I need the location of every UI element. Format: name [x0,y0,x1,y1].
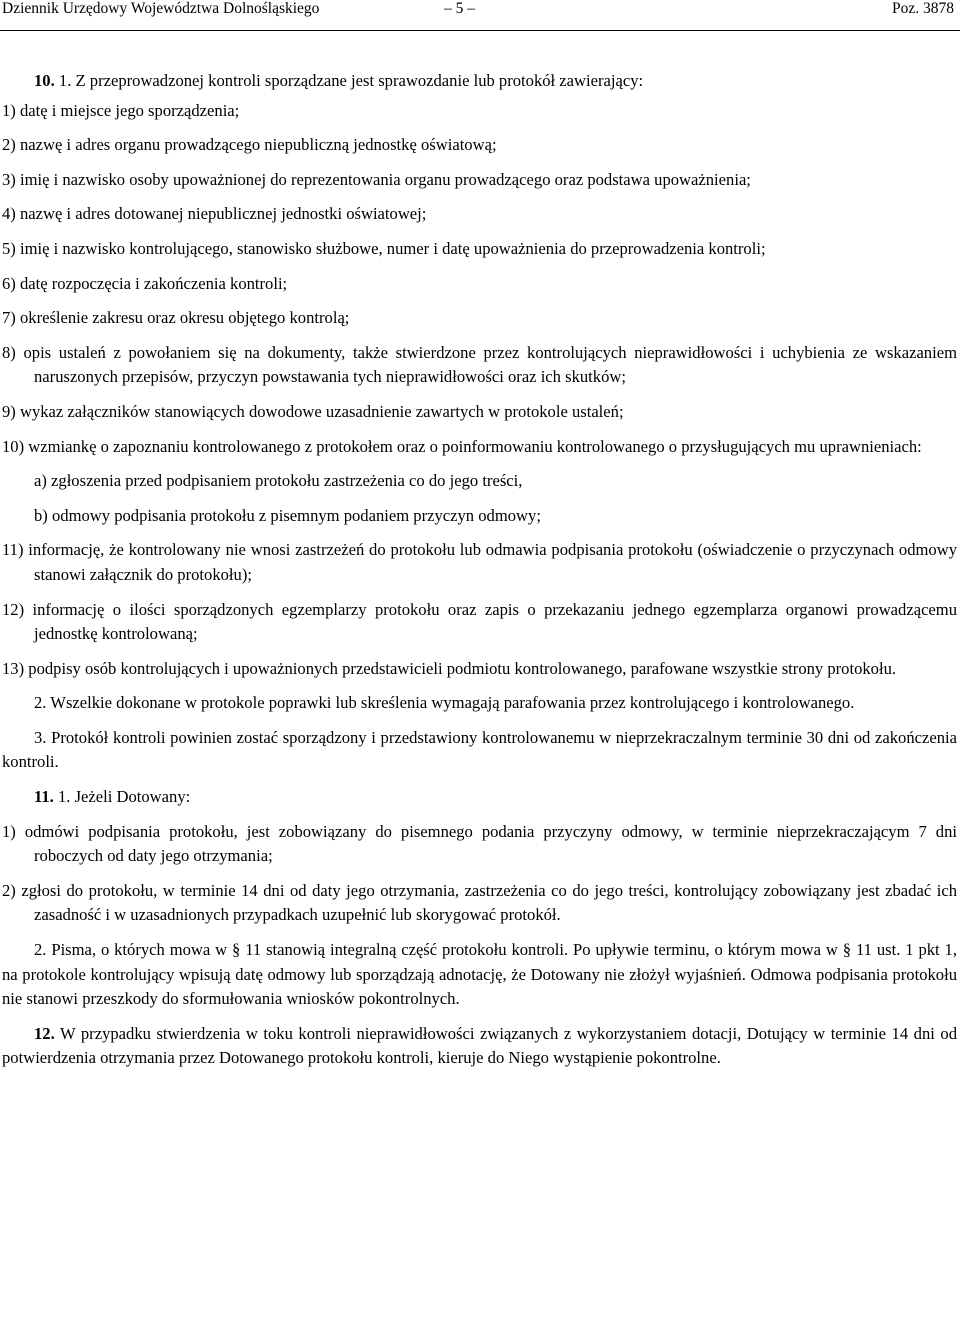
list-item: 1) datę i miejsce jego sporządzenia; [2,100,240,120]
section-10-intro: 10. 1. Z przeprowadzonej kontroli sporządzane jest sprawozdanie lub protokół zawierający: [34,71,644,90]
list-item: 2) nazwę i adres organu prowadzącego niepubliczną jednostkę oświatową; [2,135,497,155]
section-10-number: 10. [34,71,55,90]
section-10-paragraph-2: 2. Wszelkie dokonane w protokole poprawki lub skreślenia wymagają parafowania przez kontrolującego i kontrolowanego. [34,693,855,713]
section-12-paragraph: 12. W przypadku stwierdzenia w toku kontroli nieprawidłowości związanych z wykorzystaniem dotacji, Dotujący w terminie 14 dni od potwierdzenia otrzymania przez Dotowanego protokołu kontroli, kieruje do Niego wystąpienie pokontrolne. [2,1023,957,1068]
section-11-paragraph-2: 2. Pisma, o których mowa w § 11 stanowią integralną część protokołu kontroli. Po upływie terminu, o którym mowa w § 11 ust. 1 pkt 1, na protokole kontrolujący wpisują datę odmowy lub sporządzają adnotację, że Dotowany nie złożył wyjaśnień. Odmowa podpisania protokołu nie stanowi przeszkody do sformułowania wniosków pokontrolnych. [2,940,957,1009]
list-item: 11) informację, że kontrolowany nie wnosi zastrzeżeń do protokołu lub odmawia podpisania protokołu (oświadczenie o przyczynach odmowy stanowi załącznik do protokołu); [2,540,957,584]
list-item: 6) datę rozpoczęcia i zakończenia kontroli; [2,273,288,293]
journal-title: Dziennik Urzędowy Województwa Dolnośląskiego [2,0,320,17]
position-number: Poz. 3878 [892,0,954,17]
section-10-paragraph-3: 3. Protokół kontroli powinien zostać sporządzony i przedstawiony kontrolowanemu w nieprzekraczalnym terminie 30 dni od zakończenia kontroli. [2,727,957,772]
sub-list-item: b) odmowy podpisania protokołu z pisemnym podaniem przyczyn odmowy; [34,505,541,525]
section-11-number: 11. [34,787,54,807]
section-12-number: 12. [34,1023,55,1043]
document-body [2,69,957,1071]
list-item: 2) zgłosi do protokołu, w terminie 14 dni od daty jego otrzymania, zastrzeżenia co do jego treści, kontrolujący zobowiązany jest zbadać ich zasadność i w uzasadnionych przypadkach uzupełnić lub skorygować protokół. [2,880,957,925]
list-item: 13) podpisy osób kontrolujących i upoważnionych przedstawicieli podmiotu kontrolowanego, parafowane wszystkie strony protokołu. [2,658,897,678]
sub-list-item: a) zgłoszenia przed podpisaniem protokołu zastrzeżenia co do jego treści, [34,471,523,491]
list-item: 12) informację o ilości sporządzonych egzemplarzy protokołu oraz zapis o przekazaniu jednego egzemplarza organowi prowadzącemu jednostkę kontrolowaną; [2,599,957,644]
list-item: 5) imię i nazwisko kontrolującego, stanowisko służbowe, numer i datę upoważnienia do przeprowadzenia kontroli; [2,238,766,258]
section-11-intro: 11. 1. Jeżeli Dotowany: [34,787,191,807]
page-header [0,0,960,31]
page-number: – 5 – [444,0,475,17]
list-item: 3) imię i nazwisko osoby upoważnionej do reprezentowania organu prowadzącego oraz podstawa upoważnienia; [2,169,751,189]
list-item: 7) określenie zakresu oraz okresu objętego kontrolą; [2,308,350,328]
list-item: 9) wykaz załączników stanowiących dowodowe uzasadnienie zawartych w protokole ustaleń; [2,401,624,421]
list-item: 10) wzmiankę o zapoznaniu kontrolowanego z protokołem oraz o poinformowaniu kontrolowanego o przysługujących mu uprawnieniach: [2,436,922,456]
list-item: 4) nazwę i adres dotowanej niepublicznej jednostki oświatowej; [2,204,427,224]
list-item: 1) odmówi podpisania protokołu, jest zobowiązany do pisemnego podania przyczyny odmowy, w terminie nieprzekraczającym 7 dni roboczych od daty jego otrzymania; [2,821,957,866]
list-item: 8) opis ustaleń z powołaniem się na dokumenty, także stwierdzone przez kontrolujących nieprawidłowości i uchybienia ze wskazaniem naruszonych przepisów, przyczyn powstawania tych nieprawidłowości oraz ich skutków; [2,342,957,387]
